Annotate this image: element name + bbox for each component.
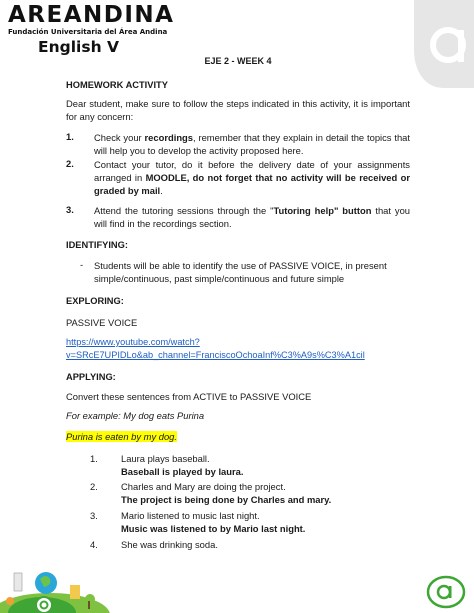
identifying-heading: IDENTIFYING: [66,240,128,250]
homework-heading: HOMEWORK ACTIVITY [66,80,168,90]
logo-subtitle: Fundación Universitaria del Área Andina [8,28,168,36]
areandina-logo [8,2,175,37]
sentence-passive: Music was listened to by Mario last night. [121,523,306,534]
applying-heading: APPLYING: [66,372,116,382]
sentence-active: She was drinking soda. [121,539,218,550]
sentence-number: 3. [90,510,98,521]
sentence-active: Charles and Mary are doing the project. [121,481,286,492]
corner-a-icon [414,0,474,88]
example-answer-line [66,431,410,442]
example-label: For example: My dog eats Purina [66,410,205,421]
sentence-active: Laura plays baseball. [121,453,210,464]
example-answer: Purina is eaten by my dog. [66,431,177,442]
step-text: Attend the tutoring sessions through the "Tutoring help" button that you will find in the recordings section. [94,205,410,230]
bullet-dash: - [80,259,84,270]
logo-wordmark: AREANDINA [8,2,175,28]
video-link[interactable]: https://www.youtube.com/watch? v=SRcE7UPIDLo&ab_channel=FranciscoOchoaInf%C3%A9s%C3%A1cil [66,337,365,360]
week-title: EJE 2 - WEEK 4 [204,56,272,66]
sentence-passive: Baseball is played by laura. [121,466,244,477]
applying-instruction: Convert these sentences from ACTIVE to PASSIVE VOICE [66,391,312,402]
step-text: Contact your tutor, do it before the delivery date of your assignments arranged in MOODLE, do not forget that no activity will be received or graded by mail. [94,159,410,197]
step-number: 3. [66,204,74,215]
sustainability-illustration [0,543,110,613]
step-number: 1. [66,131,74,142]
recycle-badge-icon [426,575,466,609]
sentence-passive: The project is being done by Charles and mary. [121,494,332,505]
identifying-text: Students will be able to identify the use of PASSIVE VOICE, in present simple/continuous, past simple/continuous and future simple [94,260,387,285]
course-title: English V [38,38,119,56]
sentence-number: 2. [90,481,98,492]
sentence-number: 1. [90,453,98,464]
sentence-number: 4. [90,539,98,550]
exploring-topic: PASSIVE VOICE [66,317,138,328]
exploring-heading: EXPLORING: [66,296,124,306]
step-number: 2. [66,158,74,169]
sentence-active: Mario listened to music last night. [121,510,260,521]
step-text: Check your recordings, remember that they explain in detail the topics that will help you to develop the activity proposed here. [94,132,410,157]
intro-paragraph: Dear student, make sure to follow the steps indicated in this activity, it is important for any concern: [66,98,410,123]
